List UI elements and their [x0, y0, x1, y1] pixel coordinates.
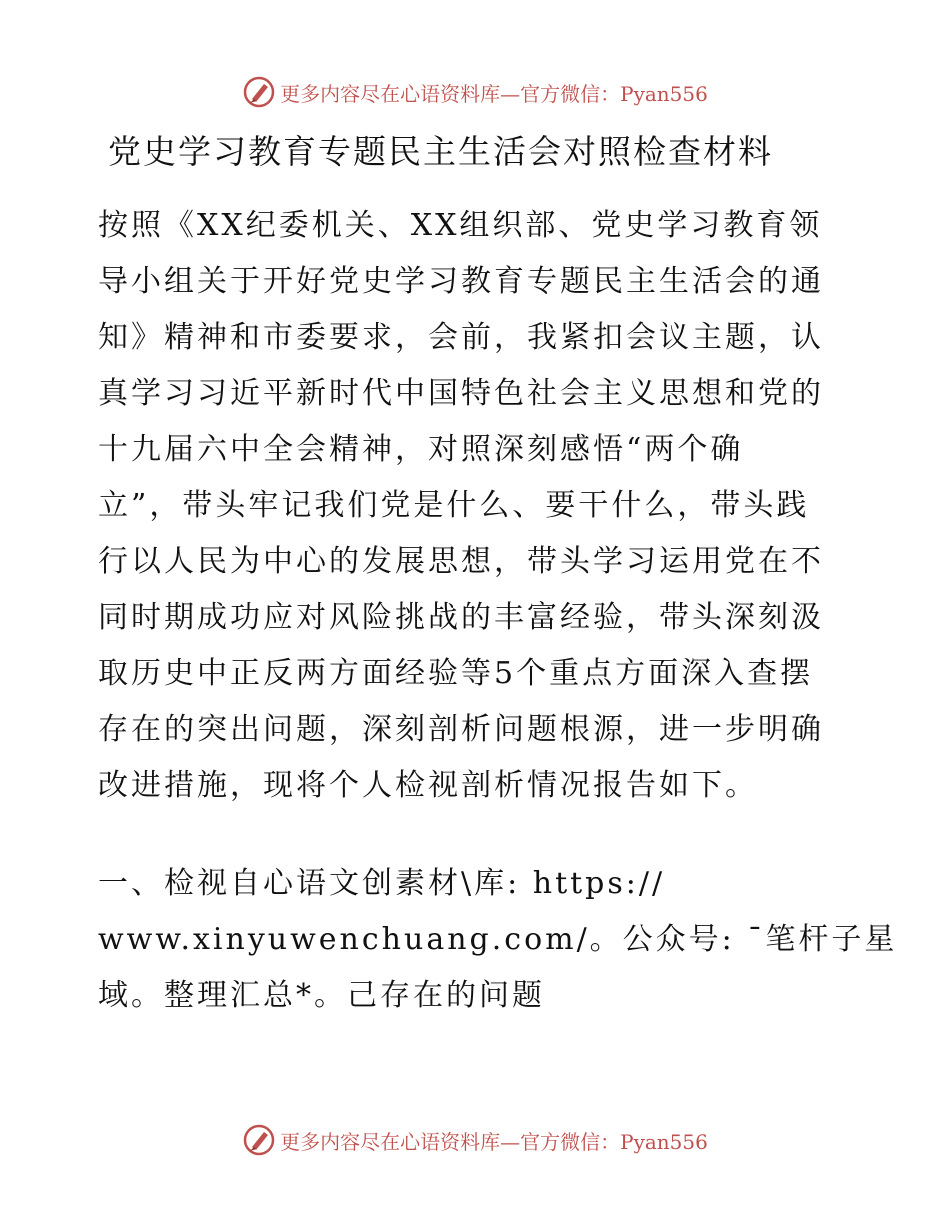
paragraph-line: 域。整理汇总*。己存在的问题 — [98, 978, 545, 1013]
section-heading-paragraph — [98, 856, 898, 1024]
paragraph-line: www.xinyuwenchuang.com/。公众号: ¯笔杆子星 — [98, 922, 898, 957]
paragraph-line: 同时期成功应对风险挑战的丰富经验，带头深刻汲 — [98, 600, 824, 635]
header-watermark — [0, 72, 950, 112]
paragraph-line: 知》精神和市委要求，会前，我紧扣会议主题，认 — [98, 320, 824, 355]
paragraph-line: 立”，带头牢记我们党是什么、要干什么，带头践 — [98, 488, 810, 523]
paragraph-line: 改进措施，现将个人检视剖析情况报告如下。 — [98, 768, 758, 803]
paragraph-line: 真学习习近平新时代中国特色社会主义思想和党的 — [98, 376, 824, 411]
paragraph-line: 一、检视自心语文创素材\库: https:// — [98, 866, 666, 901]
footer-watermark — [0, 1120, 950, 1160]
paragraph-line: 十九届六中全会精神，对照深刻感悟“两个确 — [98, 432, 744, 467]
watermark-text: 更多内容尽在心语资料库—官方微信：Pyan556 — [280, 81, 708, 106]
paragraph-line: 存在的突出问题，深刻剖析问题根源，进一步明确 — [98, 712, 824, 747]
paragraph-line: 取历史中正反两方面经验等5个重点方面深入查摆 — [98, 656, 814, 691]
pen-nib-logo-icon — [242, 75, 276, 109]
pen-nib-logo-icon — [242, 1123, 276, 1157]
intro-paragraph — [98, 198, 858, 814]
watermark-text: 更多内容尽在心语资料库—官方微信：Pyan556 — [280, 1129, 708, 1154]
paragraph-line: 按照《XX纪委机关、XX组织部、党史学习教育领 — [98, 208, 823, 243]
paragraph-line: 导小组关于开好党史学习教育专题民主生活会的通 — [98, 264, 824, 299]
paragraph-line: 行以人民为中心的发展思想，带头学习运用党在不 — [98, 544, 824, 579]
document-title: 党史学习教育专题民主生活会对照检查材料 — [108, 132, 773, 171]
